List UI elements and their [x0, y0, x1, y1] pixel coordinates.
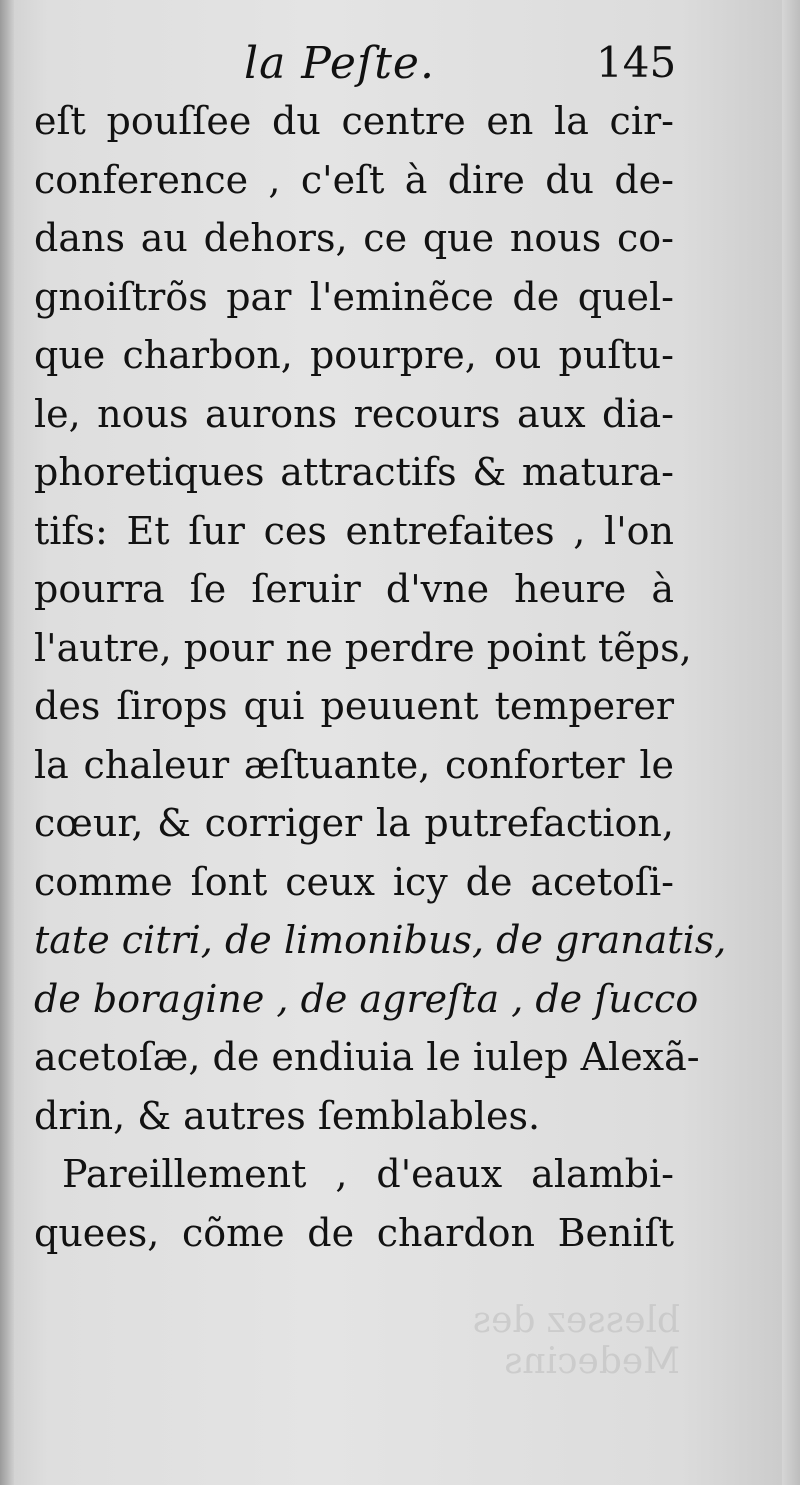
text-line: des ſirops qui peuuent temperer: [34, 684, 674, 728]
text-line: tifs: Et ſur ces entrefaites , l'on: [34, 508, 674, 553]
text-line: le, nous aurons recours aux dia-: [34, 391, 674, 436]
text-line-italic: tate citri, de limonibus, de granatis,: [34, 918, 727, 962]
text-line: Pareillement , d'eaux alambi-: [62, 1152, 674, 1196]
text-line: comme ſont ceux icy de acetoſi-: [34, 859, 674, 904]
text-line-italic: de boragine , de agreſta , de ſucco: [34, 976, 699, 1021]
text-line: gnoiſtrõs par l'eminẽce de quel-: [34, 274, 674, 319]
text-line: pourra ſe ſeruir d'vne heure à: [34, 567, 674, 611]
page-number: 145: [596, 38, 677, 87]
text-line: quees, cõme de chardon Beniſt: [34, 1210, 674, 1255]
text-line: drin, & autres ſemblables.: [34, 1093, 541, 1138]
text-line: cœur, & corriger la putrefaction,: [34, 801, 674, 845]
text-line: l'autre, pour ne perdre point tẽps,: [34, 625, 692, 670]
running-head: la Peſte.: [244, 38, 435, 89]
text-line: la chaleur æſtuante, conforter le: [34, 742, 674, 787]
page-header: [0, 20, 800, 89]
text-line: conference , c'eſt à dire du de-: [34, 157, 674, 202]
bleed-through-text: blessez des Medecins: [472, 1300, 680, 1382]
text-line: acetoſæ, de endiuia le iulep Alexã-: [34, 1035, 700, 1079]
page-edge: [782, 0, 800, 1485]
text-line: dans au dehors, ce que nous co-: [34, 216, 674, 260]
page-gutter: [0, 0, 14, 1485]
text-line: phoretiques attractifs & matura-: [34, 450, 674, 494]
text-line: eſt pouſſee du centre en la cir-: [34, 99, 674, 143]
body-text: [34, 92, 727, 1262]
text-line: que charbon, pourpre, ou puſtu-: [34, 333, 674, 377]
